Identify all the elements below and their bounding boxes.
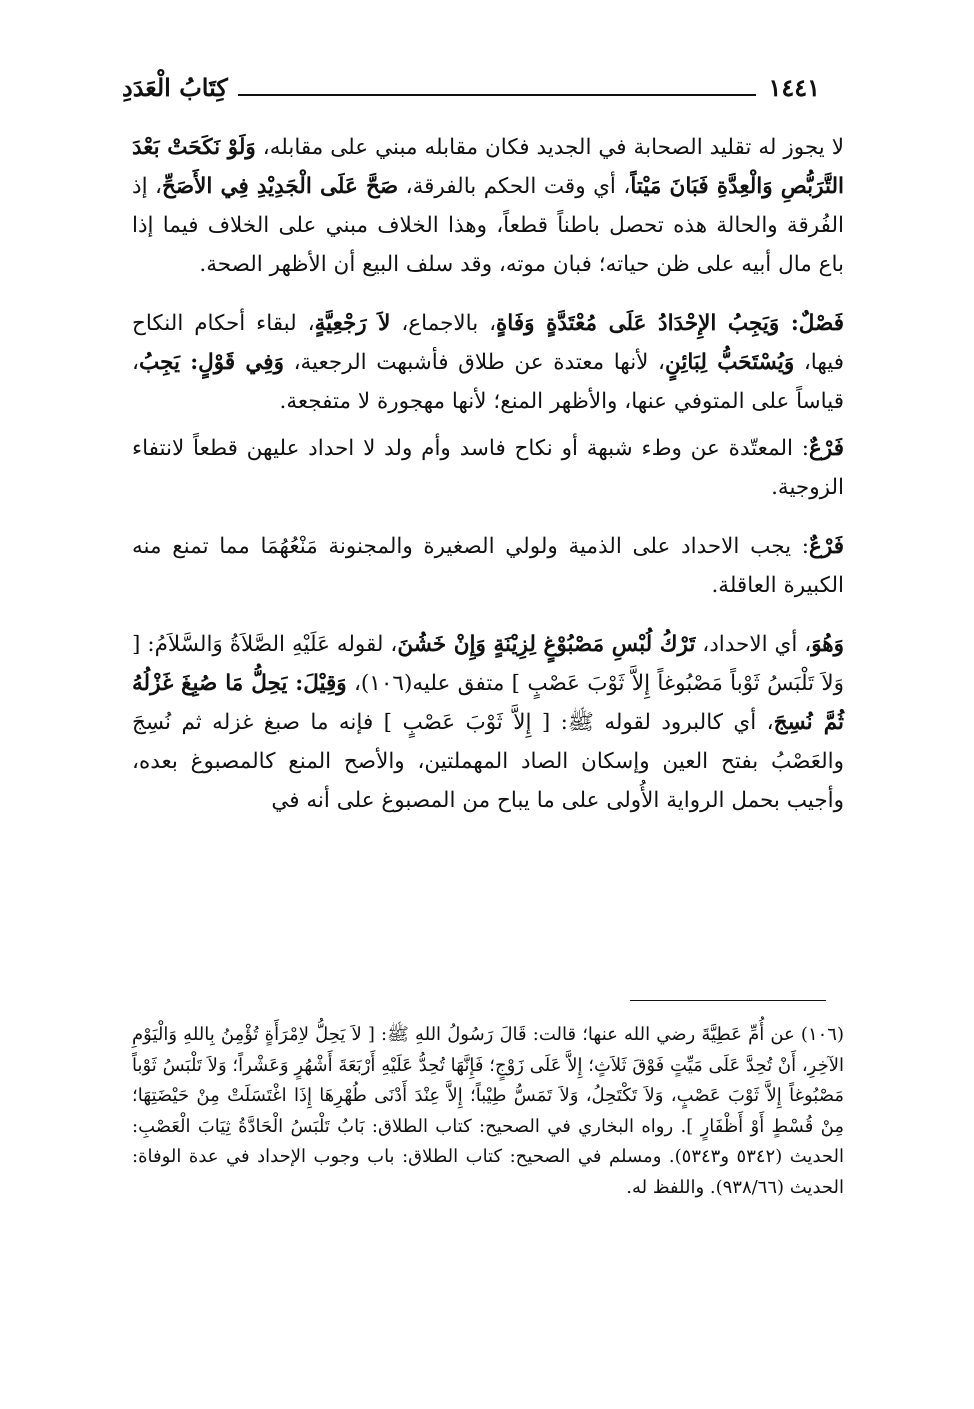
- matn-text: وَلَوْ نَكَحَتْ بَعْدَ التَّرَبُّصِ وَالْعِدَّةِ فَبَانَ مَيْتاً: [132, 135, 845, 199]
- text-run: ، أي وقت الحكم بالفرقة،: [398, 174, 631, 199]
- text-run: ، بالاجماع،: [390, 311, 497, 336]
- matn-text: وَهُوَ: [811, 632, 845, 657]
- text-run: : يجب الاحداد على الذمية ولولي الصغيرة والمجنونة مَنْعُهُمَا مما تمنع منه الكبيرة العاقلة.: [132, 534, 844, 598]
- text-run: ، لأنها معتدة عن طلاق فأشبهت الرجعية،: [283, 350, 665, 375]
- matn-text: فَصْلٌ: وَيَجِبُ الإِحْدَادُ عَلَى مُعْتَدَّةٍ وَفَاةٍ: [496, 311, 844, 336]
- book-title: كِتَابُ الْعَدَدِ: [122, 73, 228, 102]
- far-heading: فَرْعٌ: [809, 534, 844, 559]
- matn-text: وَيُسْتَحَبُّ لِبَائِنٍ: [665, 350, 795, 375]
- matn-text: تَرْكُ لُبْسِ مَصْبُوْغٍ لِزِيْنَةٍ وَإِنْ خَشُنَ: [397, 632, 696, 657]
- matn-text: وَقِيْلَ: يَحِلُّ مَا صُبِغَ غَزْلُهُ ثُمَّ نُسِجَ: [132, 671, 845, 735]
- running-head: [122, 62, 820, 102]
- text-run: ، أي كالبرود لقوله ﷺ: [ إِلاَّ ثَوْبَ عَصْبٍ ] فإنه ما صبغ غزله ثم نُسِجَ والعَصْبُ بفتح العين وإسكان الصاد المهملتين، والأصح المنع كالمصبوغ بعده، وأجيب بحمل الرواية الأُولى على ما يباح من المصبوغ على أنه في: [132, 710, 844, 813]
- matn-text: وَفِي قَوْلٍ: يَجِبُ: [138, 350, 284, 375]
- footnote-106: (١٠٦) عن أُمِّ عَطِيَّةَ رضي الله عنها؛ قالت: قَالَ رَسُولُ اللهِ ﷺ: [ لاَ يَحِلُّ لاِمْرَأَةٍ تُؤْمِنُ بِاللهِ وَالْيَوْمِ الآخِرِ، أَنْ تُحِدَّ عَلَى مَيِّتٍ فَوْقَ ثَلاَثٍ؛ إِلاَّ عَلَى زَوْجٍ؛ فَإِنَّهَا تُحِدُّ عَلَيْهِ أَرْبَعَةَ أَشْهُرٍ وَعَشْراً؛ وَلاَ تَلْبَسُ ثَوْباً مَصْبُوغاً إِلاَّ ثَوْبَ عَصْبٍ، وَلاَ تَكْتَحِلُ، وَلاَ تَمَسُّ طِيْباً؛ إِلاَّ عِنْدَ أَدْنَى طُهْرِهَا إِذَا اغْتَسَلَتْ مِنْ حَيْضَتِهَا؛ مِنْ قُسْطٍ أَوْ أَظْفَارٍ ]. رواه البخاري في الصحيح: كتاب الطلاق: بَابُ تَلْبَسُ الْحَادَّةُ ثِيَابَ الْعَصْبِ: الحديث (٥٣٤٢ و٥٣٤٣). ومسلم في الصحيح: كتاب الطلاق: باب وجوب الإحداد في عدة الوفاة: الحديث (٩٣٨/٦٦). واللفظ له.: [132, 1024, 844, 1198]
- page-number: ١٤٤١: [768, 73, 820, 102]
- text-run: ، لبقاء أحكام النكاح فيها،: [132, 311, 845, 375]
- matn-text: صَحَّ عَلَى الْجَدِيْدِ فِي الأَصَحِّ: [162, 174, 399, 199]
- text-run: لا يجوز له تقليد الصحابة في الجديد فكان مقابله مبني على مقابله،: [255, 135, 844, 160]
- text-run: ، لقوله عَلَيْهِ الصَّلاَةُ وَالسَّلاَمُ: [ وَلاَ تَلْبَسُ ثَوْباً مَصْبُوغاً إِلاَّ ثَوْبَ عَصْبٍ ] متفق عليه(١٠٦)،: [132, 632, 844, 696]
- paragraph-5: [132, 625, 844, 820]
- paragraph-4: [132, 527, 844, 605]
- paragraph-2: [132, 304, 844, 421]
- far-heading: فَرْعٌ: [809, 436, 844, 461]
- matn-text: لاَ رَجْعِيَّةٍ: [314, 311, 391, 336]
- paragraph-3: [132, 429, 844, 507]
- header-rule: [238, 94, 757, 96]
- paragraph-1: [132, 128, 844, 284]
- text-run: ، أي الاحداد،: [695, 632, 812, 657]
- main-text: [132, 128, 844, 820]
- text-run: : المعتّدة عن وطء شبهة أو نكاح فاسد وأم ولد لا احداد عليهن قطعاً لانتفاء الزوجية.: [132, 436, 844, 500]
- text-run: ، إذ الفُرقة والحالة هذه تحصل باطناً قطعاً، وهذا الخلاف مبني على الخلاف فيما إذا باع مال أبيه على ظن حياته؛ فبان موته، وقد سلف البيع أن الأظهر الصحة.: [132, 174, 844, 277]
- text-run: ، قياساً على المتوفي عنها، والأظهر المنع؛ لأنها مهجورة لا متفجعة.: [132, 350, 844, 414]
- footnote-separator: [630, 1000, 826, 1001]
